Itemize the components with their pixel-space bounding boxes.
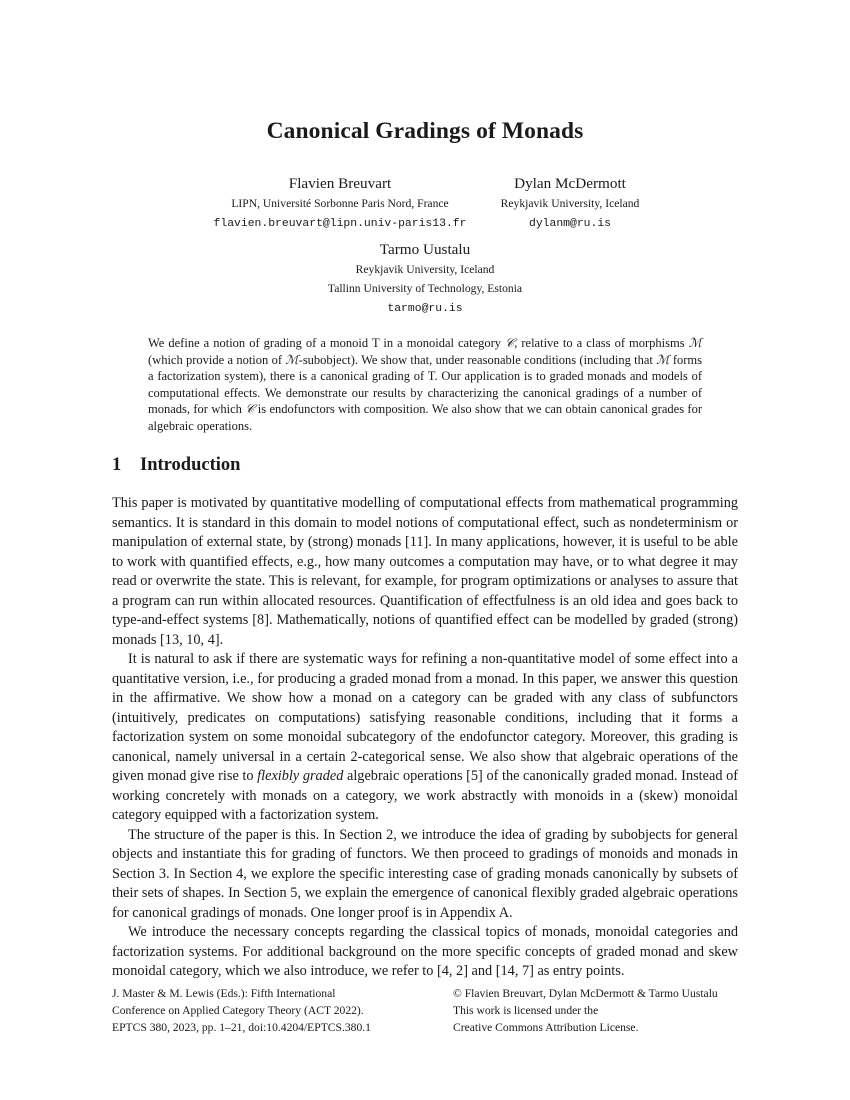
abstract-text: is endofunctors with composition. We also show that we can obtain canonical grades for algebraic operations. [148, 402, 703, 433]
section-heading-introduction [112, 455, 240, 476]
footer-line: EPTCS 380, 2023, pp. 1–21, doi:10.4204/EPTCS.380.1 [112, 1021, 371, 1034]
paragraph-text: It is natural to ask if there are systematic ways for refining a non-quantitative model of some effect into a quantitative version, i.e., for producing a graded monad from a monad. In this paper, we answer this question in the affirmative. We show how a monad on a category can be graded with any class of subfunctors (intuitively, predicates on computations) satisfying reasonable conditions, including that it forms a factorization system on some monoidal subcategory of the endofunctor category. Moreover, this grading is canonical, namely universal in a certain 2-categorical sense. We also show that algebraic operations of the given monad give rise to [112, 651, 738, 784]
author-email[interactable]: flavien.breuvart@lipn.univ-paris13.fr [213, 218, 467, 230]
abstract-text: We define a notion of grading of a monoid T in a monoidal category [148, 336, 506, 350]
footer-line: © Flavien Breuvart, Dylan McDermott & Tarmo Uustalu [453, 987, 718, 1000]
paragraph: The structure of the paper is this. In Section 2, we introduce the idea of grading by subobjects for general objects and instantiate this for grading of functors. We then proceed to gradings of monoids and monads in Section 3. In Section 4, we explore the specific interesting case of grading monads canonically by subsets of their sets of shapes. In Section 5, we explain the emergence of canonical flexibly graded algebraic operations for canonical gradings of monads. One longer proof is in Appendix A. [112, 826, 738, 921]
author-name: Tarmo Uustalu [379, 241, 471, 258]
abstract-text: , relative to a class of morphisms [514, 336, 689, 350]
paragraph: This paper is motivated by quantitative modelling of computational effects from mathematical programming semantics. It is standard in this domain to model notions of computational effect, such as nondeterminism or manipulation of external state, by (strong) monads [11]. In many applications, however, it is useful to be able to work with quantified effects, e.g., how many outcomes a computation may have, or to what degree it may read or overwrite the state. This is relevant, for example, for program optimizations or analyses to assure that a program can run within allocated resources. Quantification of effectfulness is an old idea and goes back to type-and-effect systems [8]. Mathematically, notions of quantified effect can be modelled by graded (strong) monads [13, 10, 4]. [112, 495, 738, 648]
footer-line[interactable]: Creative Commons Attribution License. [453, 1021, 639, 1034]
author-block-uustalu [275, 240, 575, 320]
author-affiliation: Tallinn University of Technology, Estonia [327, 282, 523, 295]
footer-line: J. Master & M. Lewis (Eds.): Fifth International [112, 987, 336, 1000]
abstract-text: -subobject). We show that, under reasonable conditions (including that [298, 352, 657, 367]
abstract [148, 335, 702, 435]
author-affiliation: Reykjavik University, Iceland [500, 197, 640, 210]
section-number: 1 [112, 455, 122, 475]
paper-title: Canonical Gradings of Monads [266, 118, 584, 144]
abstract-text: forms a factorization system), there is a canonical grading of T. Our application is to graded monads and models of computational effects. We demonstrate our results by characterizing the canonical gradings of a number of monads, for which [148, 352, 702, 417]
author-affiliation: LIPN, Université Sorbonne Paris Nord, France [231, 197, 449, 210]
author-name: Flavien Breuvart [288, 175, 392, 192]
emphasis-text: flexibly graded [257, 768, 344, 784]
footer-line: This work is licensed under the [453, 1004, 599, 1017]
footer-citation [112, 985, 432, 1036]
section-title: Introduction [140, 455, 241, 475]
author-email[interactable]: dylanm@ru.is [528, 218, 612, 230]
category-symbol-c: 𝒞 [245, 401, 255, 417]
class-symbol-m: ℳ [656, 351, 670, 367]
category-symbol-c: 𝒞 [505, 335, 515, 350]
class-symbol-m: ℳ [285, 351, 299, 367]
paragraph-text: algebraic operations [5] of the canonically graded monad. Instead of working concretely with monads on a category, we work abstractly with monoids in a (skew) monoidal category equipped with a factorization system. [112, 768, 738, 823]
footer-license [453, 985, 753, 1036]
abstract-text: (which provide a notion of [148, 352, 286, 367]
author-block-mcdermott [470, 174, 670, 235]
author-name: Dylan McDermott [514, 175, 626, 192]
class-symbol-m: ℳ [688, 335, 702, 350]
author-email[interactable]: tarmo@ru.is [387, 303, 463, 315]
footer-line: Conference on Applied Category Theory (ACT 2022). [112, 1004, 364, 1017]
author-affiliation: Reykjavik University, Iceland [355, 263, 495, 276]
paragraph: We introduce the necessary concepts regarding the classical topics of monads, monoidal categories and factorization systems. For additional background on the more specific concepts of graded monad and skew monoidal category, which we also introduce, we refer to [4, 2] and [14, 7] as entry points. [112, 924, 738, 979]
author-block-breuvart [175, 174, 505, 235]
paragraph [112, 650, 738, 826]
body-text [112, 494, 738, 982]
